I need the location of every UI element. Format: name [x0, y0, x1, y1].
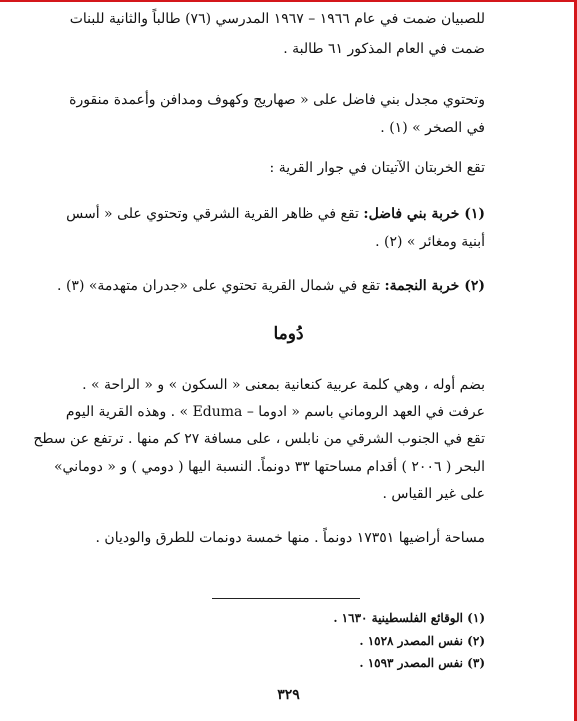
footnote: (٣) نفس المصدر ١٥٩٣ . — [359, 656, 485, 670]
footnote: (١) الوقائع الفلسطينية ١٦٣٠ . — [333, 611, 485, 625]
section-heading: دُوما — [273, 324, 304, 344]
page-number: ٣٢٩ — [277, 687, 300, 703]
text-line: تقع في الجنوب الشرقي من نابلس ، على مسافة ٢٧ كم منها . ترتفع عن سطح — [33, 431, 485, 447]
text-line: على غير القياس . — [382, 486, 485, 502]
list-item-2 — [57, 276, 485, 296]
text-line: تقع الخربتان الآتيتان في جوار القرية : — [269, 160, 485, 176]
item-text: تقع في شمال القرية تحتوي على «جدران متهدمة» (٣) . — [57, 278, 385, 294]
text-line: مساحة أراضيها ١٧٣٥١ دونماً . منها خمسة دونمات للطرق والوديان . — [95, 530, 485, 546]
item-label: (١) خربة بني فاضل: — [363, 206, 485, 222]
text-line: البحر ( ٢٠٠٦ ) أقدام مساحتها ٣٣ دونماً. النسبة اليها ( دومي ) و « دوماني» — [53, 459, 485, 475]
text-line: في الصخر » (١) . — [380, 120, 485, 136]
footnote: (٢) نفس المصدر ١٥٢٨ . — [359, 634, 485, 648]
item-label: (٢) خربة النجمة: — [384, 278, 485, 294]
text-line: بضم أوله ، وهي كلمة عربية كنعانية بمعنى « السكون » و « الراحة » . — [82, 377, 485, 393]
list-item-1 — [66, 204, 485, 224]
footnote-divider — [212, 598, 360, 599]
text-line: ضمت في العام المذكور ٦١ طالبة . — [283, 41, 485, 57]
text-line: وتحتوي مجدل بني فاضل على « صهاريج وكهوف ومدافن وأعمدة منقورة — [69, 92, 485, 108]
text-line: عرفت في العهد الروماني باسم « ادوما – Eduma » . وهذه القرية اليوم — [65, 404, 485, 420]
text-line: للصبيان ضمت في عام ١٩٦٦ – ١٩٦٧ المدرسي (٧٦) طالباً والثانية للبنات — [69, 11, 485, 27]
text-line: أبنية ومغائر » (٢) . — [375, 234, 485, 250]
item-text: تقع في ظاهر القرية الشرقي وتحتوي على « أسس — [66, 206, 364, 222]
